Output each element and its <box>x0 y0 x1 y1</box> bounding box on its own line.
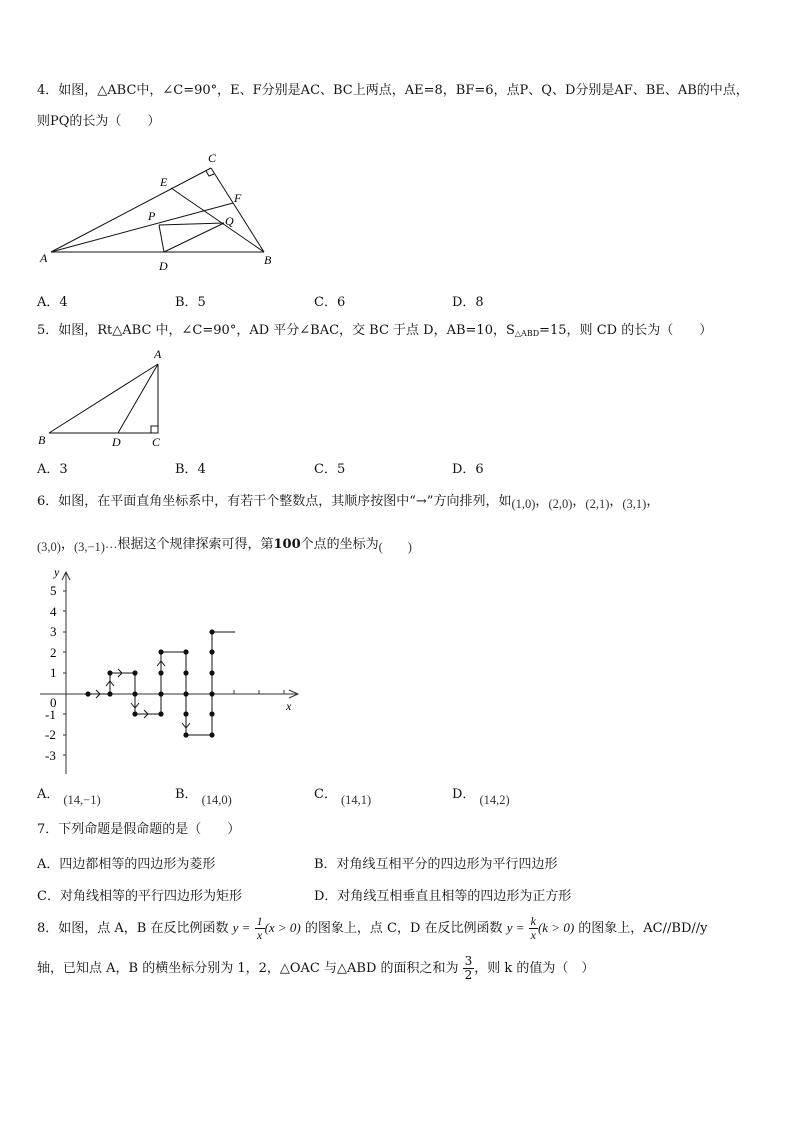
q7-stem: 7．下列命题是假命题的是（ ） <box>37 822 241 837</box>
q5-label-a: A <box>154 347 162 361</box>
q6-stem-text: 6．如图，在平面直角坐标系中，有若干个整数点，其顺序按图中“→”方向排列，如 <box>37 494 512 509</box>
q6-option-a-letter: A． <box>37 787 60 802</box>
q6-coord-1: (1,0) <box>511 497 536 511</box>
q6-y-axis-label: y <box>54 565 60 579</box>
q6-y-tick-1: 1 <box>50 665 57 680</box>
q6-comma: ， <box>646 494 660 509</box>
q6-option-c[interactable] <box>314 783 372 807</box>
q6-y-tick-3: 3 <box>50 624 57 639</box>
q4-label-b: B <box>264 253 272 267</box>
q6-coord-5: (3,0) <box>37 540 61 554</box>
q5-option-c[interactable]: C．5 <box>314 462 346 477</box>
q8-func1-fraction <box>255 915 265 942</box>
q5-stem-part2: =15，则 CD 的长为（ ） <box>539 323 713 338</box>
q8-func2-lhs: y = <box>506 920 525 935</box>
q4-label-f: F <box>234 191 242 205</box>
q6-y-tick-neg3: -3 <box>45 748 56 763</box>
q8-text-part3: 的图象上，AC//BD//y <box>578 921 708 936</box>
q5-stem-subscript: △ABD <box>514 329 540 338</box>
q4-label-c: C <box>208 151 217 165</box>
q6-comma: ， <box>535 494 549 509</box>
q6-option-b[interactable] <box>175 783 232 807</box>
q6-line2-tail: 个点的坐标为 <box>300 537 379 552</box>
q8-func1-lhs: y = <box>232 920 251 935</box>
q8-area-fraction <box>463 955 475 982</box>
q6-stem-line2 <box>37 535 412 554</box>
q8-stem-line1 <box>37 911 707 946</box>
q6-y-tick-2: 2 <box>50 645 57 660</box>
q5-stem <box>37 322 712 343</box>
q4-label-q: Q <box>225 214 234 228</box>
q7-option-b[interactable]: B．对角线互相平分的四边形为平行四边形 <box>314 857 558 872</box>
q6-option-a-value: (14,−1) <box>63 793 101 807</box>
q6-coord-4: (3,1) <box>622 497 647 511</box>
q6-y-tick-neg2: -2 <box>45 727 56 742</box>
q7-option-d[interactable]: D．对角线互相垂直且相等的四边形为正方形 <box>314 889 572 904</box>
q6-coord-6: (3,−1) <box>73 540 105 554</box>
q5-label-c: C <box>152 435 161 449</box>
q8-func2-fraction <box>529 915 538 942</box>
q8-area-numerator: 3 <box>464 954 473 968</box>
q6-option-d-value: (14,2) <box>479 793 510 807</box>
q6-ellipsis: … <box>104 537 118 551</box>
q4-triangle-figure <box>36 148 286 273</box>
q4-label-d: D <box>159 259 168 273</box>
q5-label-b: B <box>38 433 46 447</box>
q5-label-d: D <box>112 435 121 449</box>
q4-option-a[interactable]: A．4 <box>37 295 68 310</box>
q5-stem-part1: 5．如图，Rt△ABC 中，∠C=90°，AD 平分∠BAC，交 BC 于点 D，AB=10，S <box>37 323 515 338</box>
q8-line2-part2: ，则 k 的值为（ ） <box>474 961 595 976</box>
q6-y-tick-neg1: -1 <box>45 707 56 722</box>
q6-option-b-letter: B． <box>175 787 198 802</box>
q6-y-tick-5: 5 <box>50 583 57 598</box>
q5-option-d[interactable]: D．6 <box>452 462 484 477</box>
q7-option-a[interactable]: A．四边都相等的四边形为菱形 <box>37 857 216 872</box>
q7-option-c[interactable]: C．对角线相等的平行四边形为矩形 <box>37 889 242 904</box>
q5-option-b[interactable]: B．4 <box>175 462 206 477</box>
q4-stem-line2: 则PQ的长为（ ） <box>37 114 161 129</box>
q4-option-c[interactable]: C．6 <box>314 295 346 310</box>
q6-option-b-value: (14,0) <box>201 793 232 807</box>
q6-option-d[interactable] <box>452 783 510 807</box>
q6-x-axis-label: x <box>286 699 292 713</box>
q6-line2-paren: ( ) <box>378 540 412 554</box>
q4-label-a: A <box>40 251 48 265</box>
q6-origin-label: 0 <box>50 695 57 710</box>
q8-text-part2: 的图象上，点 C，D 在反比例函数 <box>304 921 503 936</box>
q6-line2-text: 根据这个规律探索可得，第 <box>117 537 274 552</box>
q8-func2-numerator: k <box>530 914 536 928</box>
q8-line2-part1: 轴，已知点 A，B 的横坐标分别为 1，2，△OAC 与△ABD 的面积之和为 <box>37 961 459 976</box>
q6-coord-2: (2,0) <box>548 497 573 511</box>
q4-stem-line1: 4．如图，△ABC中，∠C=90°，E、F分别是AC、BC上两点，AE=8，BF=6，点P、Q、D分别是AF、BE、AB的中点， <box>37 83 749 98</box>
q5-option-a[interactable]: A．3 <box>37 462 68 477</box>
q4-label-e: E <box>160 175 168 189</box>
q6-comma: ， <box>609 494 623 509</box>
q6-line2-number: 100 <box>273 537 301 552</box>
q6-y-tick-4: 4 <box>50 604 57 619</box>
q8-stem-line2 <box>37 952 594 986</box>
q8-area-denominator: 2 <box>464 968 473 982</box>
q8-func2-denominator: x <box>530 928 536 942</box>
q4-label-p: P <box>148 209 156 223</box>
q6-option-c-letter: C． <box>314 787 337 802</box>
q8-func1-condition: (x > 0) <box>264 920 301 935</box>
q4-option-b[interactable]: B．5 <box>175 295 206 310</box>
q6-coord-3: (2,1) <box>585 497 610 511</box>
q8-func1-denominator: x <box>256 928 263 942</box>
q6-option-a[interactable] <box>37 783 101 807</box>
q6-coordinate-figure <box>30 562 310 780</box>
q5-triangle-figure <box>36 344 176 452</box>
q6-stem-line1 <box>37 492 659 511</box>
q6-comma: ， <box>572 494 586 509</box>
q6-option-c-value: (14,1) <box>340 793 372 807</box>
q4-option-d[interactable]: D．8 <box>452 295 484 310</box>
q8-text-part1: 8．如图，点 A，B 在反比例函数 <box>37 921 229 936</box>
q8-func1-numerator: 1 <box>256 914 263 928</box>
q6-option-d-letter: D． <box>452 787 476 802</box>
q6-comma: ， <box>60 537 74 552</box>
q8-func2-condition: (k > 0) <box>537 920 575 935</box>
